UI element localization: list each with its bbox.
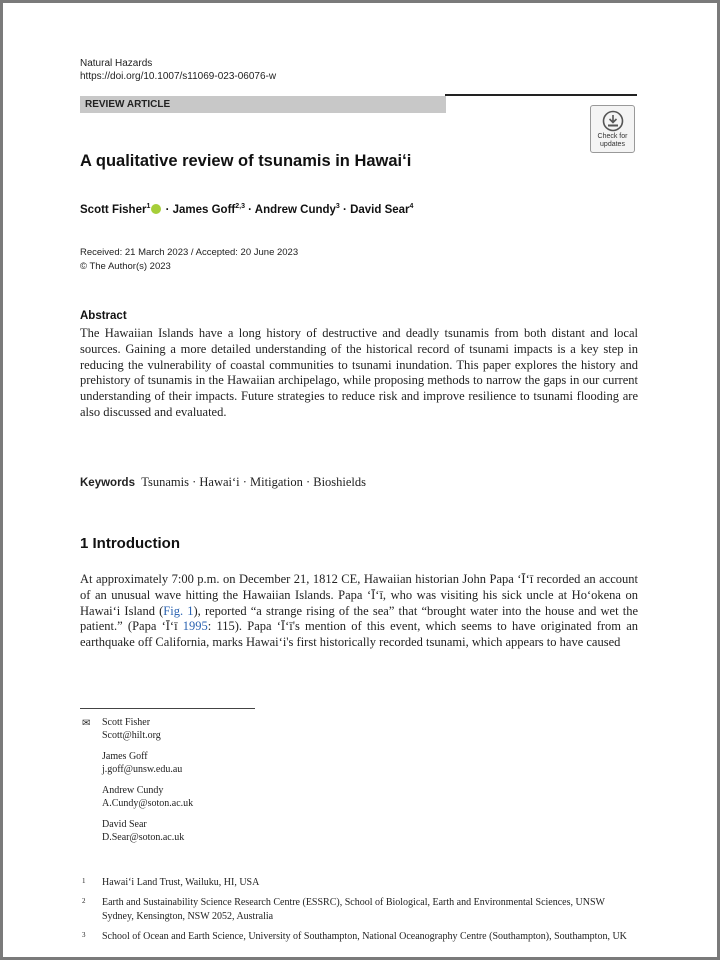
- keywords: [80, 475, 366, 490]
- journal-header: [80, 57, 276, 83]
- abstract-text: The Hawaiian Islands have a long history of destructive and deadly tsunamis from both distant and local sources. Gaining a more detailed understanding of the historical record of tsunami impacts is a key step in reducing the vulnerability of coastal communities to tsunami inundation. This paper explores the history and prehistory of tsunamis in the Hawaiian archipelago, while proposing methods to narrow the gaps in our current understanding of their impacts. Future strategies to reduce risk and improve resilience to tsunami flooding are also discussed and evaluated.: [80, 326, 638, 419]
- keywords-list: Tsunamis · Hawaiʻi · Mitigation · Bioshields: [141, 475, 367, 489]
- keywords-label: Keywords: [80, 477, 135, 489]
- orcid-icon[interactable]: [151, 204, 161, 214]
- author-name[interactable]: James Goff: [172, 203, 236, 216]
- author-name[interactable]: David Sear: [350, 203, 410, 216]
- affiliation-number: 3: [82, 931, 86, 939]
- author-list: [80, 203, 413, 216]
- affiliation-text: Hawaiʻi Land Trust, Wailuku, HI, USA: [102, 877, 260, 888]
- intro-text-3: : 115). Papa ʻĪʻī's mention of this event, which seems to have originated from an earthquake off California, marks Hawaiʻi's first historically recorded tsunami, which appears to have caused: [80, 619, 639, 650]
- contact-entry: [80, 784, 193, 810]
- citation-link[interactable]: 1995: [182, 619, 208, 634]
- affiliation-text: School of Ocean and Earth Science, University of Southampton, National Oceanography Centre (Southampton), Southampton, UK: [102, 931, 627, 942]
- intro-text-2: ), reported “a strange rising of the sea” that “brought water into the house and wet the patient.” (Papa ʻĪʻī: [80, 603, 638, 634]
- author-separator: ·: [244, 203, 255, 216]
- contact-name: Scott Fisher: [102, 717, 151, 728]
- affiliation-entry: [80, 930, 638, 944]
- figure-link[interactable]: Fig. 1: [163, 603, 194, 618]
- journal-doi[interactable]: https://doi.org/10.1007/s11069-023-06076-w: [80, 71, 277, 82]
- contact-entry: [80, 818, 193, 844]
- author-affil-sup: 4: [409, 203, 414, 210]
- section-heading-introduction: 1 Introduction: [80, 535, 180, 552]
- author-name[interactable]: Scott Fisher: [80, 203, 147, 216]
- contact-name: Andrew Cundy: [102, 785, 164, 796]
- author-separator: ·: [162, 203, 173, 216]
- affiliation-entry: [80, 896, 638, 924]
- intro-text-1: At approximately 7:00 p.m. on December 21, 1812 CE, Hawaiian historian John Papa ʻĪʻī recorded an account of an unusual wave hitting the Hawaiian Islands. Papa ʻĪʻī, who was visiting his sick uncle at Hoʻokena on Hawaiʻi Island (: [80, 572, 638, 618]
- publication-dates: [80, 246, 298, 274]
- affiliation-number: 1: [82, 877, 86, 885]
- abstract-heading: Abstract: [80, 310, 127, 322]
- check-updates-line2: updates: [600, 141, 625, 148]
- contact-name: James Goff: [102, 751, 148, 762]
- author-affil-sup: 3: [335, 203, 340, 210]
- author-affil-sup: 2,3: [235, 203, 245, 210]
- author-affil-sup: 1: [146, 203, 151, 210]
- affiliation-entry: [80, 876, 638, 890]
- contact-email[interactable]: A.Cundy@soton.ac.uk: [102, 798, 194, 809]
- contact-entry: [80, 750, 193, 776]
- check-updates-line1: Check for: [597, 133, 628, 140]
- journal-name: Natural Hazards: [80, 58, 153, 69]
- author-name[interactable]: Andrew Cundy: [254, 203, 336, 216]
- corresponding-authors: [80, 716, 193, 852]
- article-type-banner: REVIEW ARTICLE: [80, 96, 446, 113]
- contact-name: David Sear: [102, 819, 147, 830]
- footnote-rule: [80, 708, 255, 709]
- document-page: [3, 3, 717, 957]
- contact-entry: [80, 716, 193, 742]
- contact-email[interactable]: Scott@hilt.org: [102, 730, 161, 741]
- copyright: © The Author(s) 2023: [80, 261, 171, 272]
- envelope-icon: ✉: [82, 718, 91, 729]
- affiliations: [80, 876, 638, 950]
- affiliation-text: Earth and Sustainability Science Research Centre (ESSRC), School of Biological, Earth and Environmental Sciences, UNSW Sydney, Kensington, NSW 2052, Australia: [102, 897, 605, 922]
- header-rule: [445, 94, 637, 96]
- paper-title: A qualitative review of tsunamis in Hawaiʻi: [80, 152, 412, 170]
- contact-email[interactable]: j.goff@unsw.edu.au: [102, 764, 183, 775]
- affiliation-number: 2: [82, 897, 86, 905]
- received-accepted: Received: 21 March 2023 / Accepted: 20 June 2023: [80, 247, 299, 258]
- contact-email[interactable]: D.Sear@soton.ac.uk: [102, 832, 185, 843]
- introduction-paragraph: [80, 572, 638, 651]
- author-separator: ·: [339, 203, 351, 216]
- check-for-updates-badge[interactable]: [590, 105, 635, 153]
- check-updates-icon: [602, 110, 624, 132]
